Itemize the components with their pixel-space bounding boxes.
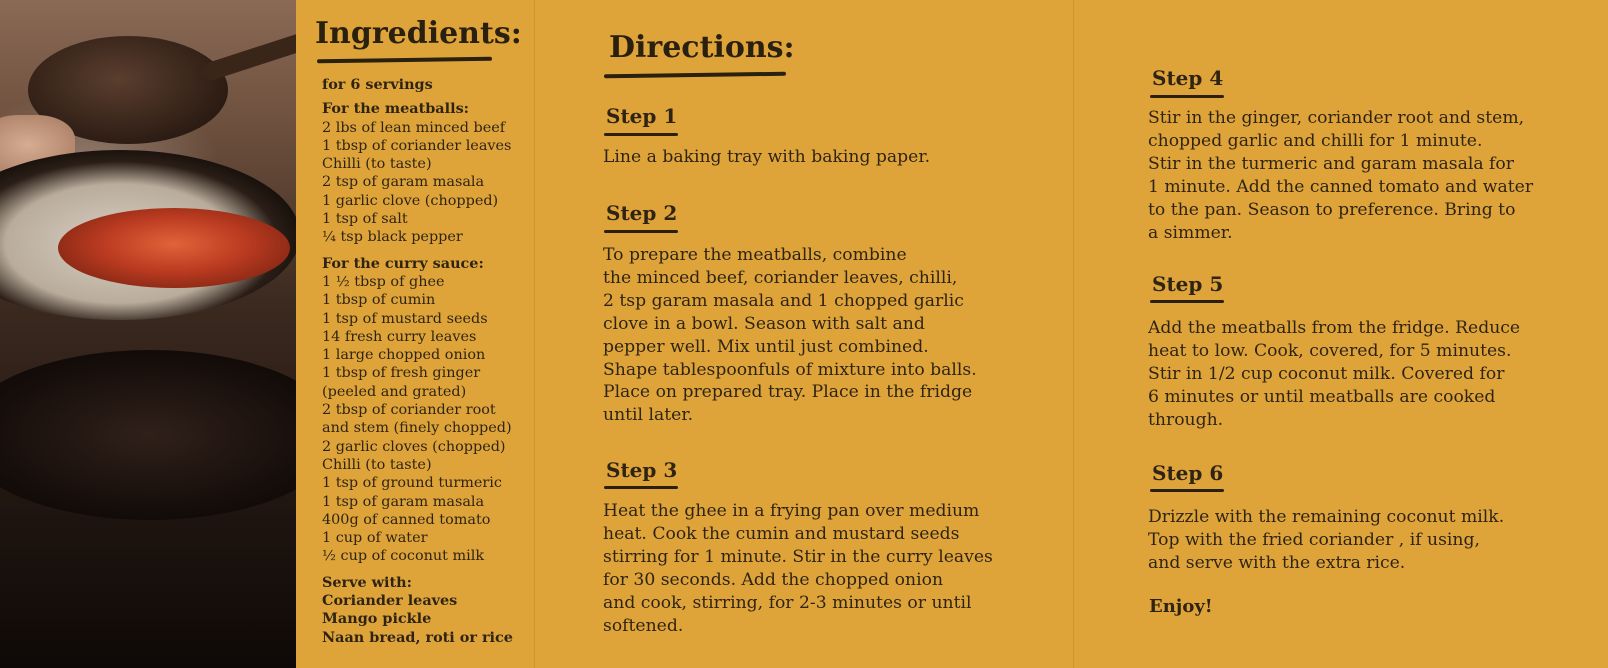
ingredients-list: [322, 76, 522, 655]
step-underline: [604, 133, 678, 136]
list-item: 2 garlic cloves (chopped): [322, 438, 506, 455]
step-text: Drizzle with the remaining coconut milk. Top with the fried coriander , if using, and serve with the extra rice.: [1148, 507, 1505, 573]
title-underline: [317, 57, 492, 63]
step-title: Step 2: [606, 201, 678, 225]
meatballs-group: [322, 100, 522, 246]
list-item: 1 tsp of mustard seeds: [322, 310, 488, 327]
section-title: For the meatballs:: [322, 100, 469, 118]
directions-title: Directions:: [609, 30, 795, 65]
list-item: 1 tsp of salt: [322, 211, 408, 228]
list-item: 1 tbsp of cumin: [322, 292, 436, 309]
step-title: Step 4: [1152, 66, 1224, 90]
list-item: 1 ½ tbsp of ghee: [322, 273, 445, 290]
list-item: 1 tsp of ground turmeric: [322, 475, 502, 492]
servings: for 6 servings: [322, 76, 433, 93]
list-item: 2 lbs of lean minced beef: [322, 119, 506, 136]
step-text: To prepare the meatballs, combine the minced beef, coriander leaves, chilli, 2 tsp garam masala and 1 chopped garlic clove in a bowl. Season with salt and pepper well. Mix until just combined. Shape tablespoonfuls of mixture into balls. Place on prepared tray. Place in the fridge until later.: [603, 245, 977, 426]
curry-photo: [0, 0, 296, 668]
step-underline: [1150, 489, 1224, 492]
step-text: Line a baking tray with baking paper.: [603, 147, 931, 167]
list-item: (peeled and grated): [322, 383, 467, 400]
fold-line: [534, 0, 535, 668]
step-underline: [604, 230, 678, 233]
serve-with-group: [322, 574, 522, 647]
list-item: 1 tbsp of coriander leaves: [322, 137, 512, 154]
list-item: 400g of canned tomato: [322, 511, 491, 528]
step-title: Step 1: [606, 104, 678, 128]
step-underline: [1150, 95, 1224, 98]
title-underline: [604, 72, 786, 79]
step-title: Step 5: [1152, 272, 1224, 296]
list-item: ¼ tsp black pepper: [322, 229, 463, 246]
list-item: Chilli (to taste): [322, 156, 432, 173]
spoon-handle: [200, 31, 296, 82]
step-text: Heat the ghee in a frying pan over medium heat. Cook the cumin and mustard seeds stirring for 1 minute. Stir in the curry leaves for 30 seconds. Add the chopped onion and cook, stirring, for 2-3 minutes or until softened.: [603, 501, 993, 636]
list-item: Chilli (to taste): [322, 456, 432, 473]
list-item: 1 cup of water: [322, 530, 428, 547]
closing-text: Enjoy!: [1149, 596, 1213, 617]
section-title: For the curry sauce:: [322, 254, 484, 272]
list-item: ½ cup of coconut milk: [322, 548, 485, 565]
pan: [0, 350, 296, 520]
curry-meatballs: [58, 208, 290, 288]
list-item: Mango pickle: [322, 610, 432, 628]
section-title: Serve with:: [322, 573, 412, 591]
step-title: Step 3: [606, 458, 678, 482]
step-underline: [604, 486, 678, 489]
step-title: Step 6: [1152, 461, 1224, 485]
step-underline: [1150, 300, 1224, 303]
list-item: and stem (finely chopped): [322, 420, 512, 437]
fold-line: [1073, 0, 1074, 668]
list-item: 1 garlic clove (chopped): [322, 192, 499, 209]
list-item: Naan bread, roti or rice: [322, 628, 513, 646]
step-text: Add the meatballs from the fridge. Reduce heat to low. Cook, covered, for 5 minutes. Stir in 1/2 cup coconut milk. Covered for 6 minutes or until meatballs are cooked through.: [1148, 318, 1521, 430]
ingredients-title: Ingredients:: [315, 16, 522, 51]
list-item: 2 tsp of garam masala: [322, 174, 485, 191]
list-item: Coriander leaves: [322, 592, 458, 610]
list-item: 1 tbsp of fresh ginger: [322, 365, 481, 382]
step-text: Stir in the ginger, coriander root and stem, chopped garlic and chilli for 1 minute. Stir in the turmeric and garam masala for 1 minute. Add the canned tomato and water to the pan. Season to preference. Bring to a simmer.: [1148, 108, 1534, 243]
curry-sauce-group: [322, 255, 522, 566]
list-item: 14 fresh curry leaves: [322, 328, 477, 345]
list-item: 1 large chopped onion: [322, 347, 486, 364]
list-item: 1 tsp of garam masala: [322, 493, 485, 510]
list-item: 2 tbsp of coriander root: [322, 402, 496, 419]
